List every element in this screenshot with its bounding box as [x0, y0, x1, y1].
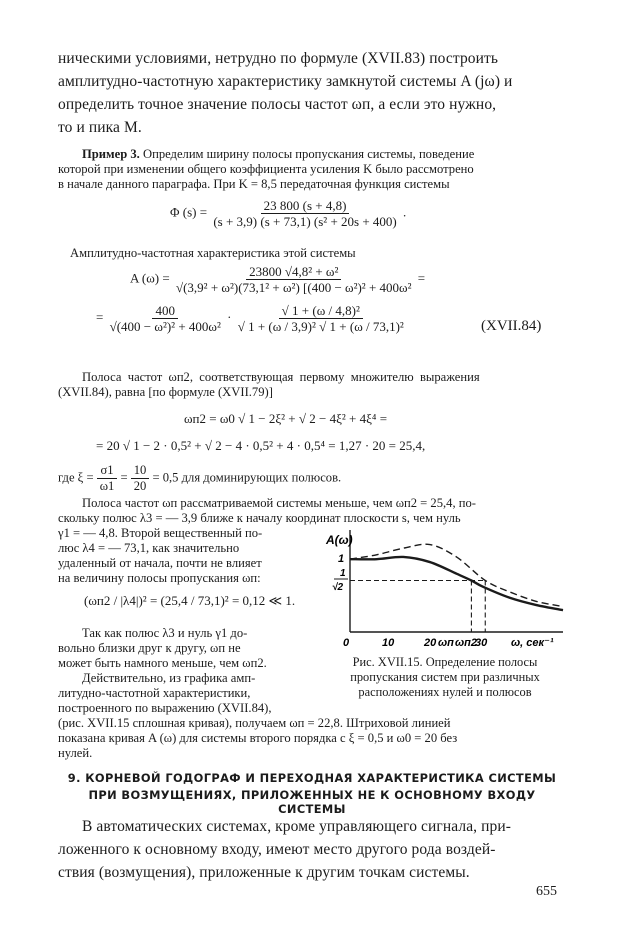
x-tick-20: 20 [424, 637, 437, 649]
example-line-1-text: Определим ширину полосы пропускания системы, поведение [142, 147, 475, 161]
para4-line-2: показана кривая A (ω) для системы второго порядка с ξ = 0,5 и ω0 = 20 без [58, 731, 458, 745]
para4-line-3: нулей. [58, 746, 93, 760]
equation-a-tail: = [417, 270, 426, 286]
band-line-1 [82, 370, 566, 385]
para3-line-6: построенного по выражению (XVII.84), [58, 701, 272, 715]
equation-a2-fraction-1 [107, 303, 224, 334]
figure-caption-line-2: пропускания систем при различных [350, 670, 540, 684]
intro-line-2: амплитудно-частотную характеристику замкнутой системы A (jω) и [58, 73, 513, 90]
para3-line-3: может быть намного меньше, чем ωп2. [58, 656, 267, 670]
para3-line-1: Так как полюс λ3 и нуль γ1 до- [82, 626, 248, 640]
where-xi [58, 463, 341, 494]
page-number: 655 [536, 884, 557, 899]
equation-a-line-1 [130, 264, 425, 295]
equation-a-fraction [173, 264, 415, 295]
para3-line-4: Действительно, из графика амп- [82, 671, 256, 685]
band-line-1-text: Полоса частот ωп2, соответствующая первому множителю выражения [82, 370, 480, 384]
equation-a2-f2-numerator: √ 1 + (ω / 4,8)² [279, 303, 363, 319]
example-line-3: в начале данного параграфа. При K = 8,5 передаточная функция системы [58, 177, 450, 191]
x-tick-30: 30 [475, 637, 488, 649]
equation-a2-f1-numerator: 400 [152, 303, 178, 319]
para3-line-5: литудно-частотной характеристики, [58, 686, 251, 700]
y-tick-frac-den: √2 [332, 582, 344, 593]
series-solid-a-omega [350, 557, 563, 610]
where-fraction-2 [131, 463, 150, 494]
equation-a2-f1-denominator: √(400 − ω²)² + 400ω² [109, 319, 221, 334]
intro-line-1: ническими условиями, нетрудно по формуле (XVII.83) построить [58, 50, 499, 67]
section-heading-line-1: 9. КОРНЕВОЙ ГОДОГРАФ И ПЕРЕХОДНАЯ ХАРАКТЕРИСТИКА СИСТЕМЫ [67, 771, 557, 785]
figure-caption-line-3: расположениях нулей и полюсов [358, 685, 532, 699]
equation-a-line-2: = $\frac{400}{\text{√(400 − ω²)² + 400ω²}}$ · $\frac{\text{√ 1 + (ω / 4,8)²}}{\text{√ 1 + (ω / 3,9)² √ 1 + (ω / 73,1)²}}$ [96, 303, 407, 334]
series-dashed-second-order [350, 544, 563, 606]
x-axis-label: ω, сек⁻¹ [511, 637, 554, 649]
para4-line-1: (рис. XVII.15 сплошная кривая), получаем ωп = 22,8. Штриховой линией [58, 716, 451, 730]
equation-a2-fraction-2 [235, 303, 407, 334]
para2-line-5: удаленный от начала, почти не влияет [58, 556, 262, 570]
inequality: (ωп2 / |λ4|)² = (25,4 / 73,1)² = 0,12 ≪ 1. [84, 593, 296, 608]
equation-phi [170, 198, 406, 229]
equation-a-denominator: √(3,9² + ω²)(73,1² + ω²) [(400 − ω²)² + 400ω² [175, 280, 412, 295]
equation-a-numerator: 23800 √4,8² + ω² [246, 264, 341, 280]
example-line-2: которой при изменении общего коэффициента усиления K было рассмотрено [58, 162, 474, 176]
equation-phi-fraction [210, 198, 399, 229]
final-line-3: ствия (возмущения), приложенные к другим точкам системы. [58, 864, 470, 881]
intro-line-4: то и пика M. [58, 119, 142, 136]
where-f2-den: 20 [133, 479, 147, 493]
example-line-1 [82, 147, 566, 162]
x-tick-wn2: ωп2 [455, 637, 478, 649]
band-line-2: (XVII.84), равна [по формуле (XVII.79)] [58, 385, 273, 399]
y-tick-frac-num: 1 [340, 568, 346, 579]
where-fraction-1 [97, 463, 118, 494]
equation-number: (XVII.84) [481, 318, 542, 334]
where-f1-den: ω1 [99, 479, 115, 493]
example-label: Пример 3. [82, 147, 140, 161]
x-tick-10: 10 [382, 637, 395, 649]
equation-a2-f2-denominator: √ 1 + (ω / 3,9)² √ 1 + (ω / 73,1)² [237, 319, 404, 334]
equation-wn2-line-1: ωп2 = ω0 √ 1 − 2ξ² + √ 2 − 4ξ² + 4ξ⁴ = [184, 411, 388, 426]
para2-line-1: Полоса частот ωп рассматриваемой системы меньше, чем ωп2 = 25,4, по- [82, 496, 476, 510]
equation-phi-tail: . [403, 204, 407, 220]
section-heading-line-2: ПРИ ВОЗМУЩЕНИЯХ, ПРИЛОЖЕННЫХ НЕ К ОСНОВНОМУ ВХОДУ СИСТЕМЫ [88, 788, 536, 816]
where-f1-num: σ1 [97, 463, 116, 479]
para3-line-2: вольно близки друг к другу, ωп не [58, 641, 241, 655]
final-line-2: ложенного к основному входу, имеют место другого рода воздей- [58, 841, 496, 858]
y-axis-label: A(ω) [326, 533, 353, 547]
where-f2-num: 10 [131, 463, 150, 479]
intro-line-3: определить точное значение полосы частот ωп, а если это нужно, [58, 96, 497, 113]
equation-phi-denominator: (s + 3,9) (s + 73,1) (s² + 20s + 400) [213, 214, 397, 229]
afc-caption: Амплитудно-частотная характеристика этой системы [70, 246, 356, 260]
where-mid: = [120, 470, 128, 485]
figure-caption-line-1: Рис. XVII.15. Определение полосы [352, 655, 538, 669]
where-pre: где ξ = [58, 470, 94, 485]
where-post: = 0,5 для доминирующих полюсов. [152, 470, 342, 485]
final-line-1: В автоматических системах, кроме управляющего сигнала, при- [82, 818, 512, 835]
y-tick-1: 1 [338, 553, 345, 565]
equation-a2-lead: = [96, 309, 104, 325]
equation-wn2-line-2: = 20 √ 1 − 2 · 0,5² + √ 2 − 4 · 0,5² + 4 · 0,5⁴ = 1,27 · 20 = 25,4, [96, 438, 426, 453]
para2-line-2: скольку полюс λ3 = — 3,9 ближе к началу координат плоскости s, чем нуль [58, 511, 461, 525]
x-tick-0: 0 [343, 637, 350, 649]
equation-phi-lhs: Φ (s) = [170, 204, 208, 220]
para2-line-4: люс λ4 = — 73,1, как значительно [58, 541, 240, 555]
para2-line-6: на величину полосы пропускания ωп: [58, 571, 261, 585]
equation-phi-numerator: 23 800 (s + 4,8) [261, 198, 350, 214]
figure-caption [322, 655, 568, 700]
equation-a-lhs: A (ω) = [130, 270, 170, 286]
afc-figure [318, 522, 568, 652]
x-tick-wn: ωп [438, 637, 454, 649]
para2-line-3: γ1 = — 4,8. Второй вещественный по- [58, 526, 263, 540]
